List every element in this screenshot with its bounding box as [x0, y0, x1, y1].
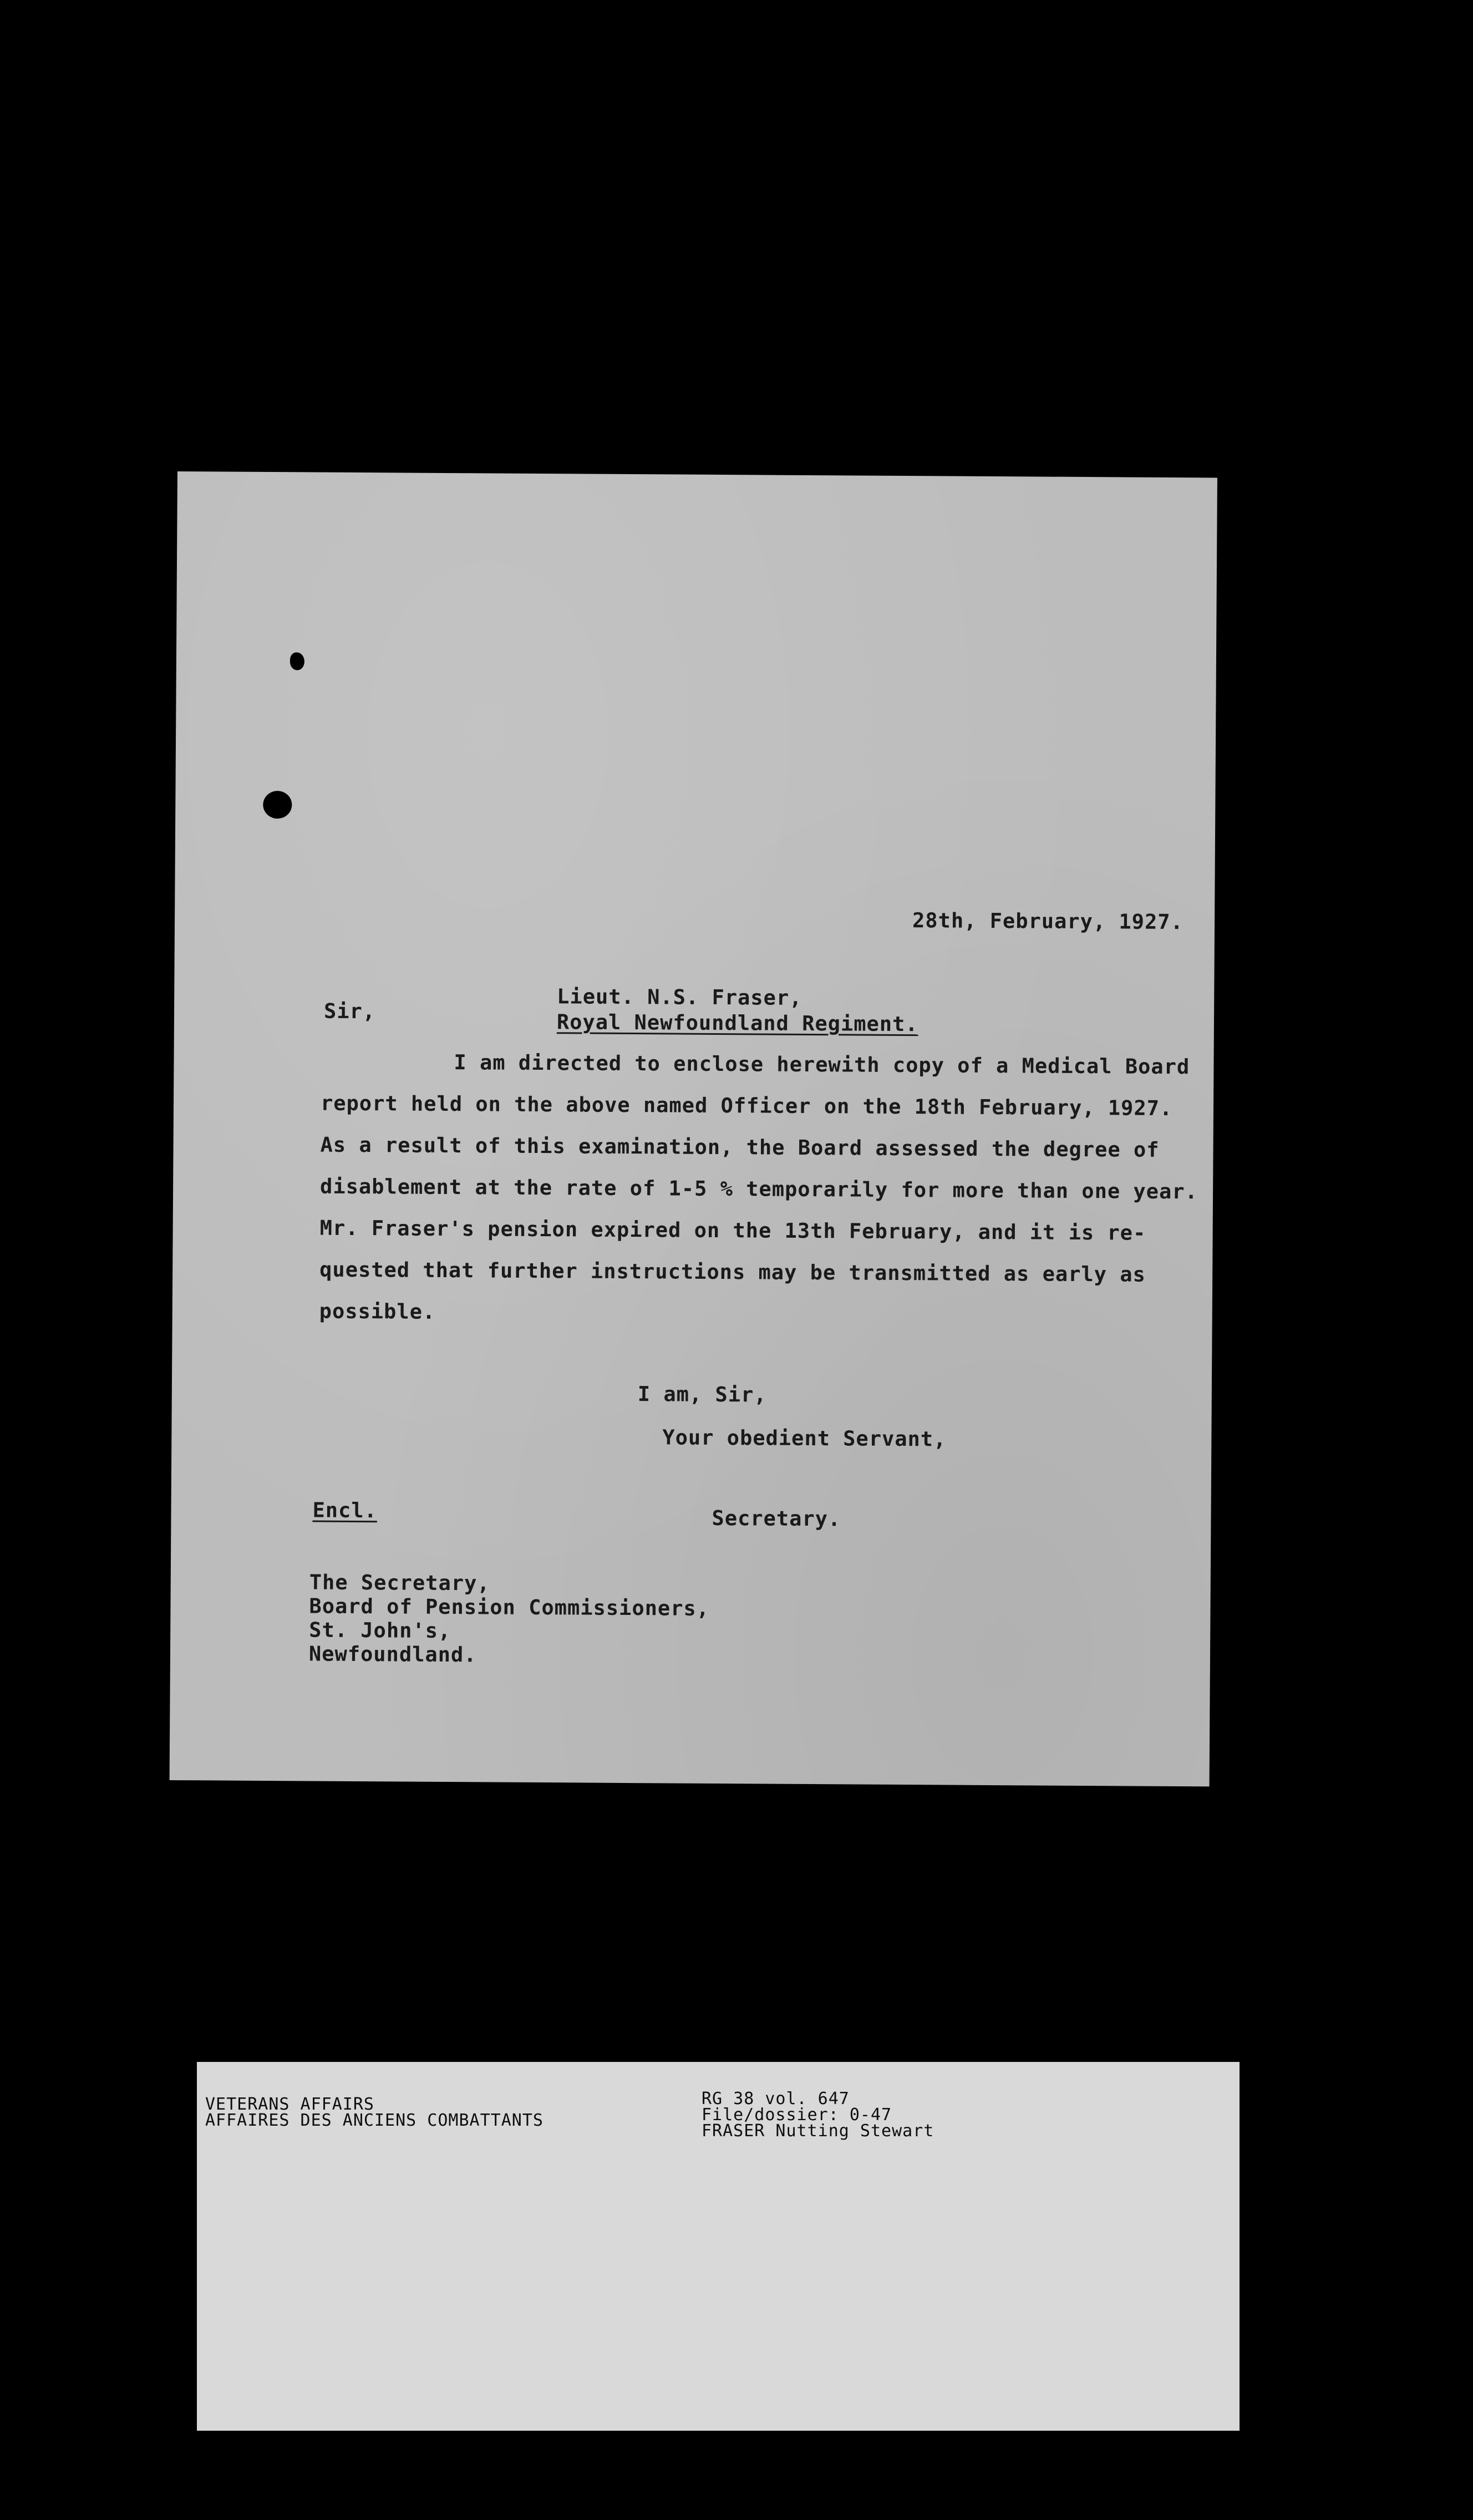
record-group: RG 38 vol. 647 — [702, 2089, 850, 2109]
letter-date: 28th, February, 1927. — [912, 908, 1184, 934]
address-line: Newfoundland. — [308, 1642, 477, 1667]
recipient-address — [309, 1570, 710, 1668]
body-line: I am directed to enclose herewith copy of a Medical Board — [454, 1050, 1190, 1079]
letter-subject — [557, 984, 918, 1037]
file-number: File/dossier: 0-47 — [702, 2105, 892, 2125]
subject-name: FRASER Nutting Stewart — [702, 2121, 934, 2141]
address-line: St. John's, — [309, 1618, 451, 1643]
signature-title: Secretary. — [712, 1506, 841, 1531]
letter-body — [319, 1041, 1199, 1338]
closing-line: I am, Sir, — [637, 1382, 767, 1407]
address-line: The Secretary, — [309, 1570, 490, 1596]
body-line: As a result of this examination, the Board assessed the degree of — [320, 1132, 1160, 1162]
body-line: Mr. Fraser's pension expired on the 13th February, and it is re- — [319, 1216, 1146, 1245]
body-line: possible. — [319, 1299, 436, 1324]
agency-names — [205, 2096, 544, 2128]
body-line: report held on the above named Officer on the 18th February, 1927. — [320, 1091, 1173, 1120]
subject-regiment: Royal Newfoundland Regiment. — [556, 1010, 918, 1037]
address-line: Board of Pension Commissioners, — [309, 1594, 710, 1620]
salutation: Sir, — [323, 999, 376, 1024]
punch-hole — [290, 652, 304, 670]
subject-officer: Lieut. N.S. Fraser, — [557, 984, 802, 1010]
closing-line: Your obedient Servant, — [662, 1425, 947, 1451]
agency-french: AFFAIRES DES ANCIENS COMBATTANTS — [205, 2111, 544, 2130]
agency-english: VETERANS AFFAIRS — [205, 2095, 374, 2114]
file-reference — [702, 2091, 934, 2139]
punch-hole — [263, 791, 292, 819]
letter-sheet — [170, 471, 1217, 1786]
archive-label-card — [197, 2062, 1240, 2431]
body-line: disablement at the rate of 1-5 % temporarily for more than one year. — [319, 1174, 1198, 1204]
letter-closing — [637, 1373, 947, 1461]
enclosure-note: Encl. — [312, 1498, 378, 1523]
body-line: quested that further instructions may be transmitted as early as — [319, 1257, 1146, 1287]
